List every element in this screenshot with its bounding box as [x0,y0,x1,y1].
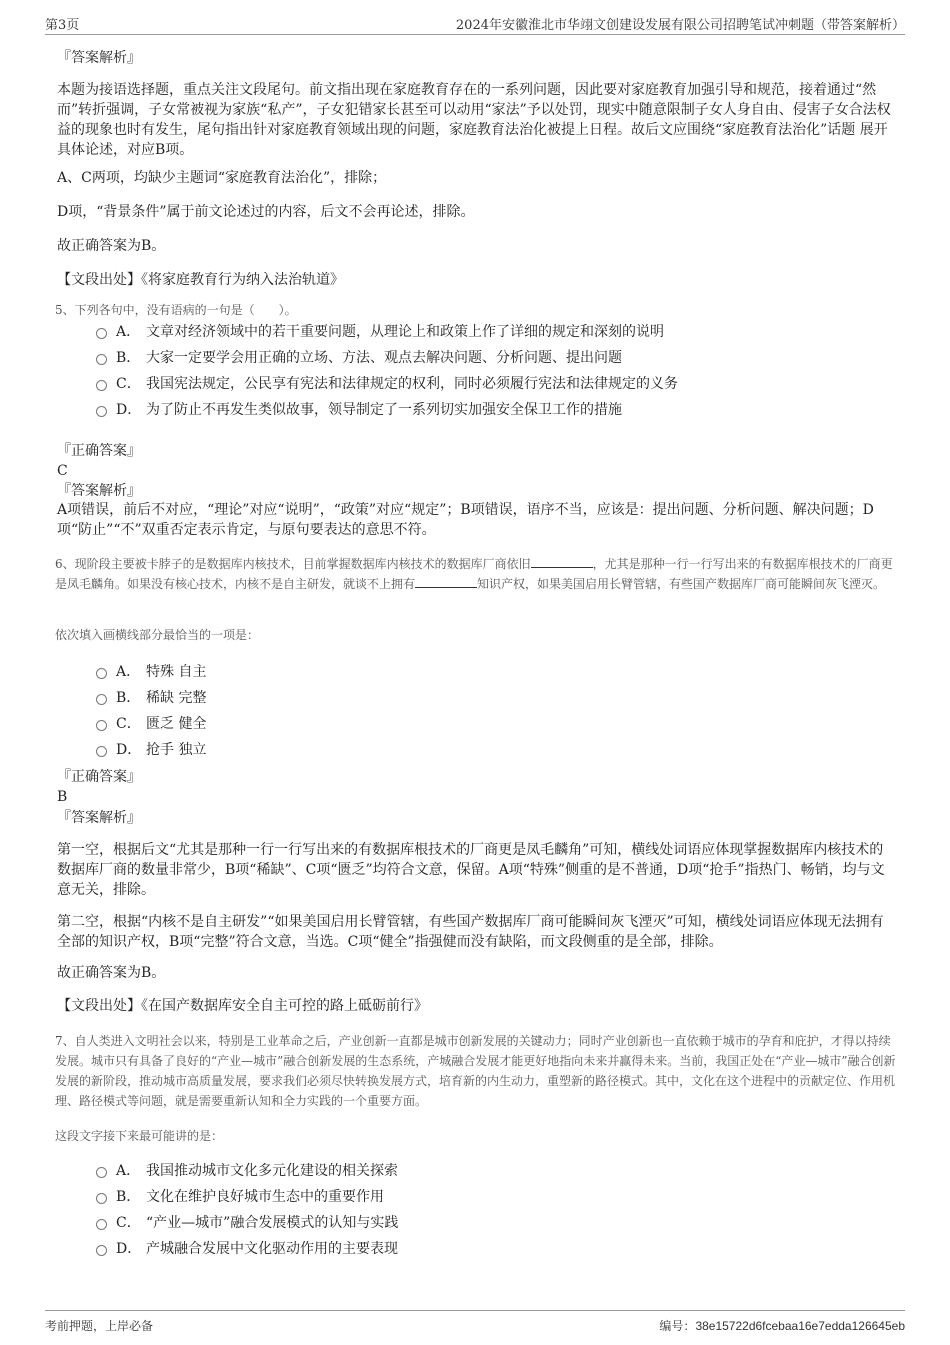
q5-option-a[interactable]: A． 文章对经济领域中的若干重要问题，从理论上和政策上作了详细的规定和深刻的说明 [96,322,664,342]
q6-analysis-label: 『答案解析』 [57,810,141,826]
q4-source: 【文段出处】《将家庭教育行为纳入法治轨道》 [57,272,344,288]
q6-option-d[interactable]: D． 抢手 独立 [96,740,206,760]
radio-icon[interactable] [96,354,107,365]
page-header [45,14,905,35]
q6-analysis-p3: 故正确答案为B。 [57,965,166,981]
q7-option-d[interactable]: D． 产城融合发展中文化驱动作用的主要表现 [96,1239,398,1259]
q5-answer: C [57,463,68,479]
radio-icon[interactable] [96,694,107,705]
radio-icon[interactable] [96,668,107,679]
q4-analysis-label: 『答案解析』 [57,50,141,66]
q5-analysis-label: 『答案解析』 [57,483,141,499]
q4-analysis-p1: 本题为接语选择题，重点关注文段尾句。前文指出现在家庭教育存在的一系列问题，因此要对家庭教育加强引导和规范，接着通过“然而”转折强调，子女常被视为家族“私产”，子女犯错家长甚至可以动用“家法”予以处罚，现实中随意限制子女人身自由、侵害子女合法权益的现象也时有发生，尾句指出针对家庭教育领域出现的问题，家庭教育法治化被提上日程。故后文应围绕“家庭教育法治化”话题 展开 具体论述，对应B项。 [57,82,891,158]
q6-stem: 6、现阶段主要被卡脖子的是数据库内核技术，目前掌握数据库内核技术的数据库厂商依旧 ，尤其是那种一行一行写出来的有数据库根技术的厂商更是凤毛麟角。如果没有核心技术，内核不是自主研发，就谈不上拥有 知识产权，如果美国启用长臂管辖，有些国产数据库厂商可能瞬间灰飞湮灭。 [55,554,897,594]
radio-icon[interactable] [96,1219,107,1230]
radio-icon[interactable] [96,1193,107,1204]
radio-icon[interactable] [96,1245,107,1256]
q7-stem: 7、自人类进入文明社会以来，特别是工业革命之后，产业创新一直都是城市创新发展的关键动力；同时产业创新也一直依赖于城市的孕育和庇护，才得以持续发展。城市只有具备了良好的“产业—城市”融合创新发展的生态系统，产城融合发展才能更好地指向未来并赢得未来。当前，我国正处在“产业—城市”融合创新发展的新阶段，推动城市高质量发展，要求我们必须尽快转换发展方式，培育新的内生动力，重塑新的路径模式。其中，文化在这个进程中的贡献定位、作用机理、路径模式等问题，就是需要重新认知和全力实践的一个重要方面。 [55,1034,896,1108]
q4-analysis-p2: A、C两项，均缺少主题词“家庭教育法治化”，排除； [57,170,387,186]
q6-prompt: 依次填入画横线部分最恰当的一项是： [55,628,260,642]
q6-source: 【文段出处】《在国产数据库安全自主可控的路上砥砺前行》 [57,998,428,1014]
q7-prompt: 这段文字接下来最可能讲的是： [55,1129,224,1143]
q6-option-a[interactable]: A． 特殊 自主 [96,662,206,682]
q4-analysis-p3: D项，“背景条件”属于前文论述过的内容，后文不会再论述，排除。 [57,204,475,220]
q6-analysis-p1: 第一空，根据后文“尤其是那种一行一行写出来的有数据库根技术的厂商更是凤毛麟角”可知，横线处词语应体现掌握数据库内核技术的数据库厂商的数量非常少，B项“稀缺”、C项“匮乏”均符合文意，保留。A项“特殊”侧重的是不普通，D项“抢手”指热门、畅销，均与文意无关，排除。 [57,842,885,898]
q7-option-b[interactable]: B． 文化在维护良好城市生态中的重要作用 [96,1187,384,1207]
q5-stem: 5、下列各句中，没有语病的一句是（ ）。 [55,303,297,317]
page-footer [45,1310,905,1335]
q6-option-c[interactable]: C． 匮乏 健全 [96,714,206,734]
q5-option-d[interactable]: D． 为了防止不再发生类似故事，领导制定了一系列切实加强安全保卫工作的措施 [96,400,622,420]
fill-blank-1 [531,554,593,568]
document-code: 编号：38e15722d6fcebaa16e7edda126645eb [659,1319,905,1333]
radio-icon[interactable] [96,1167,107,1178]
page-number: 第3页 [45,18,80,33]
q7-option-a[interactable]: A． 我国推动城市文化多元化建设的相关探索 [96,1161,398,1181]
q4-analysis-p4: 故正确答案为B。 [57,238,166,254]
q6-answer-label: 『正确答案』 [57,769,141,785]
radio-icon[interactable] [96,746,107,757]
q6-answer: B [57,789,68,805]
q5-option-c[interactable]: C． 我国宪法规定，公民享有宪法和法律规定的权利，同时必须履行宪法和法律规定的义务 [96,374,678,394]
q6-option-b[interactable]: B． 稀缺 完整 [96,688,206,708]
radio-icon[interactable] [96,720,107,731]
radio-icon[interactable] [96,328,107,339]
q7-option-c[interactable]: C． “产业—城市”融合发展模式的认知与实践 [96,1213,398,1233]
document-title: 2024年安徽淮北市华翊文创建设发展有限公司招聘笔试冲刺题（带答案解析） [455,18,905,33]
q5-analysis: A项错误，前后不对应，“理论”对应“说明”，“政策”对应“规定”；B项错误，语序不当，应该是：提出问题、分析问题、解决问题；D项“防止”“不”双重否定表示肯定，与原句要表达的意思不符。 [57,502,874,538]
q5-answer-label: 『正确答案』 [57,443,141,459]
q5-option-b[interactable]: B． 大家一定要学会用正确的立场、方法、观点去解决问题、分析问题、提出问题 [96,348,622,368]
radio-icon[interactable] [96,380,107,391]
radio-icon[interactable] [96,406,107,417]
footer-slogan: 考前押题，上岸必备 [45,1319,154,1333]
fill-blank-2 [415,574,477,588]
q6-analysis-p2: 第二空，根据“内核不是自主研发”“如果美国启用长臂管辖，有些国产数据库厂商可能瞬间灰飞湮灭”可知，横线处词语应体现无法拥有全部的知识产权，B项“完整”符合文意，当选。C项“健全”指强健而没有缺陷，而文段侧重的是全部，排除。 [57,914,884,950]
